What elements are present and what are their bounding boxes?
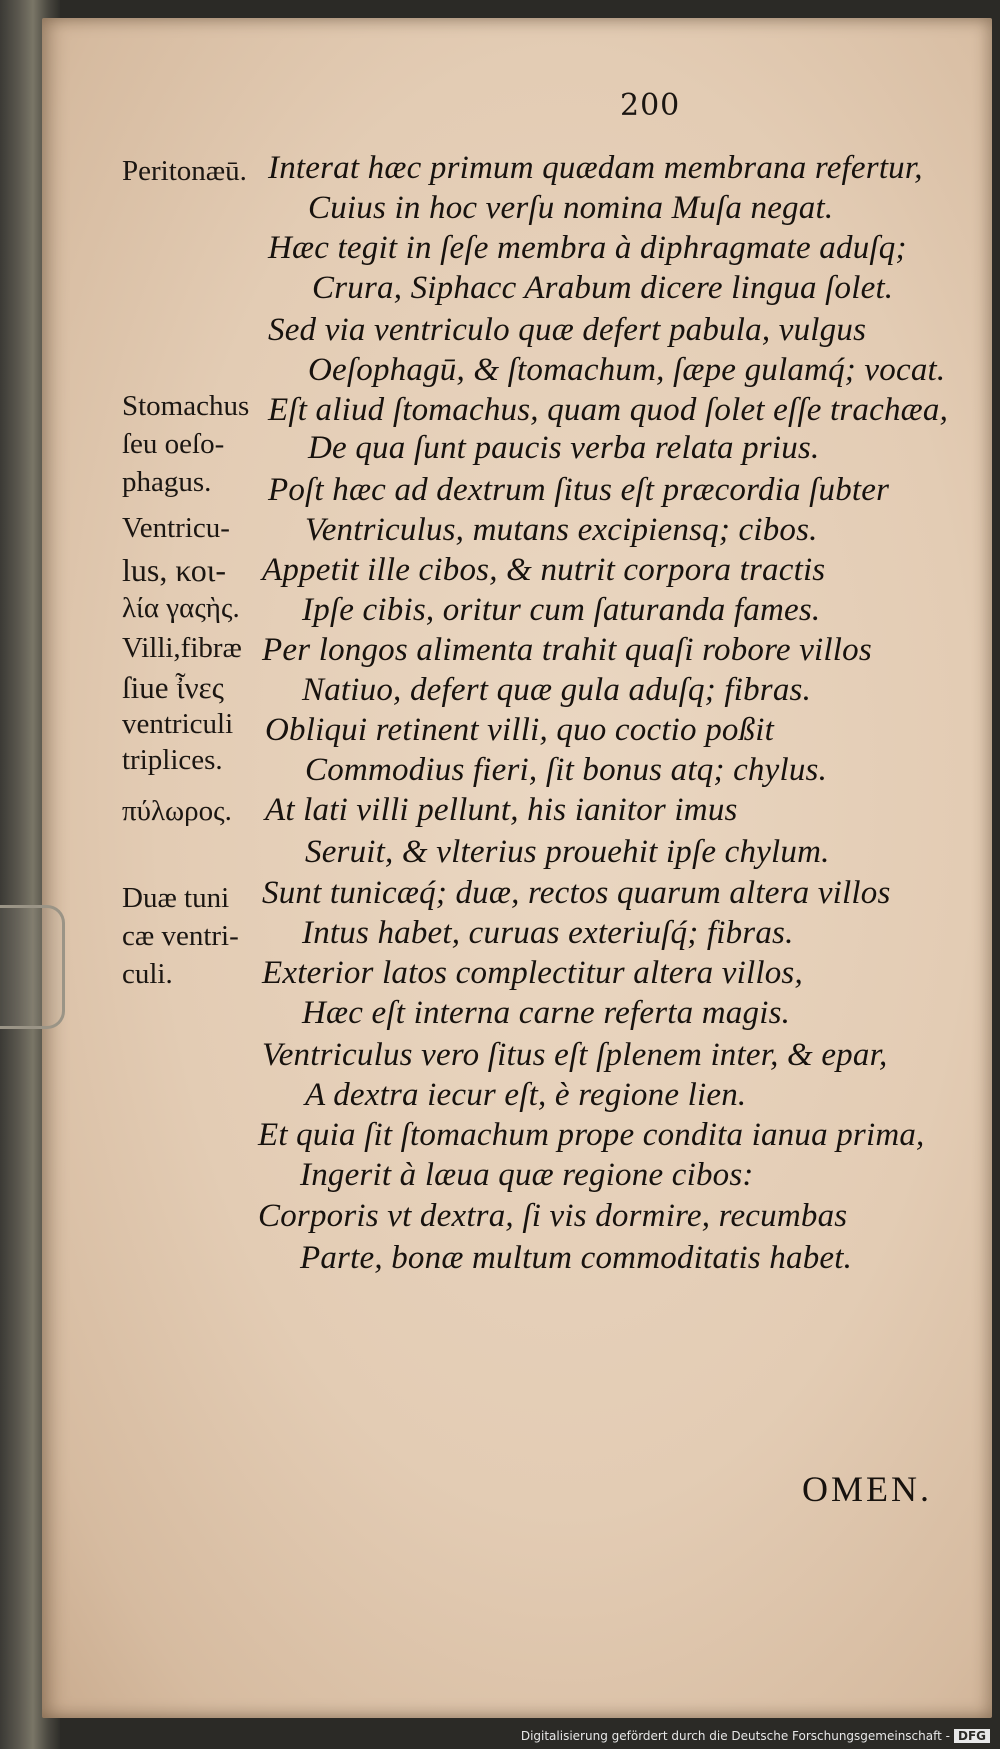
page-number: 200 <box>620 88 681 123</box>
verse-line: Exterior latos complectitur altera villos, <box>262 955 803 991</box>
margin-note: πύλωρος. <box>122 795 232 827</box>
margin-note: lus, κοι- <box>122 552 227 588</box>
margin-note: Duæ tuni <box>122 882 230 914</box>
margin-note: ventriculi <box>122 708 234 740</box>
verse-line: Corporis vt dextra, ſi vis dormire, recumbas <box>258 1198 848 1234</box>
margin-note: ſeu οeſo- <box>122 428 225 460</box>
verse-line: At lati villi pellunt, his ianitor imus <box>265 792 738 828</box>
digitization-footer <box>521 1729 990 1743</box>
verse-line: Obliqui retinent villi, quo coctio poßit <box>265 712 775 748</box>
clip-clasp <box>0 905 65 1029</box>
margin-note: λία γαςὴς. <box>122 592 240 624</box>
verse-line: Intus habet, curuas exteriuſq́; fibras. <box>302 915 794 951</box>
margin-note: phagus. <box>122 466 212 498</box>
verse-line: De qua ſunt paucis verba relata prius. <box>308 430 820 466</box>
verse-line: Sed via ventriculo quæ defert pabula, vulgus <box>268 312 867 348</box>
verse-line: Crura, Siphacc Arabum dicere lingua ſolet. <box>312 270 894 306</box>
catchword: OMEN. <box>802 1469 932 1509</box>
margin-note: cæ ventri- <box>122 920 239 952</box>
verse-line: Natiuo, defert quæ gula aduſq; fibras. <box>302 672 812 708</box>
dfg-logo: DFG <box>954 1729 990 1743</box>
margin-note: triplices. <box>122 744 223 776</box>
verse-line: Ventriculus vero ſitus eſt ſplenem inter, & epar, <box>262 1037 888 1073</box>
verse-line: Hæc tegit in ſeſe membra à diphragmate aduſq; <box>268 230 907 266</box>
verse-line: Ventriculus, mutans excipiensq; cibos. <box>305 512 818 548</box>
verse-line: Per longos alimenta trahit quaſi robore villos <box>262 632 872 668</box>
margin-note: ſiue ἶνες <box>122 670 224 705</box>
verse-line: Commodius fieri, ſit bonus atq; chylus. <box>305 752 828 788</box>
margin-note: culi. <box>122 958 173 990</box>
verse-line: Oeſophagū, & ſtomachum, ſæpe gulamq́; vocat. <box>308 352 946 388</box>
margin-note: Peritonæū. <box>122 155 247 187</box>
verse-line: Interat hæc primum quædam membrana refertur, <box>268 150 923 186</box>
verse-line: Hæc eſt interna carne referta magis. <box>302 995 791 1031</box>
margin-note: Ventricu- <box>122 512 230 544</box>
verse-line: Ipſe cibis, oritur cum ſaturanda fames. <box>302 592 821 628</box>
verse-line: Parte, bonæ multum commoditatis habet. <box>300 1240 853 1276</box>
footer-text: Digitalisierung gefördert durch die Deutsche Forschungsgemeinschaft - <box>520 1729 950 1743</box>
verse-line: A dextra iecur eſt, è regione lien. <box>305 1077 747 1113</box>
verse-line: Cuius in hoc verſu nomina Muſa negat. <box>308 190 834 226</box>
verse-line: Ingerit à læua quæ regione cibos: <box>300 1157 754 1193</box>
verse-line: Seruit, & vlterius prouehit ipſe chylum. <box>305 834 830 870</box>
verse-line: Appetit ille cibos, & nutrit corpora tractis <box>262 552 826 588</box>
verse-line: Sunt tunicæq́; duæ, rectos quarum altera villos <box>262 875 891 911</box>
verse-line: Eſt aliud ſtomachus, quam quod ſolet eſſe trachæa, <box>268 392 949 428</box>
verse-line: Poſt hæc ad dextrum ſitus eſt præcordia ſubter <box>268 472 890 508</box>
verse-line: Et quia ſit ſtomachum prope condita ianua prima, <box>258 1117 925 1153</box>
margin-note: Villi,fibræ <box>122 632 242 664</box>
margin-note: Stomachus <box>122 390 250 422</box>
